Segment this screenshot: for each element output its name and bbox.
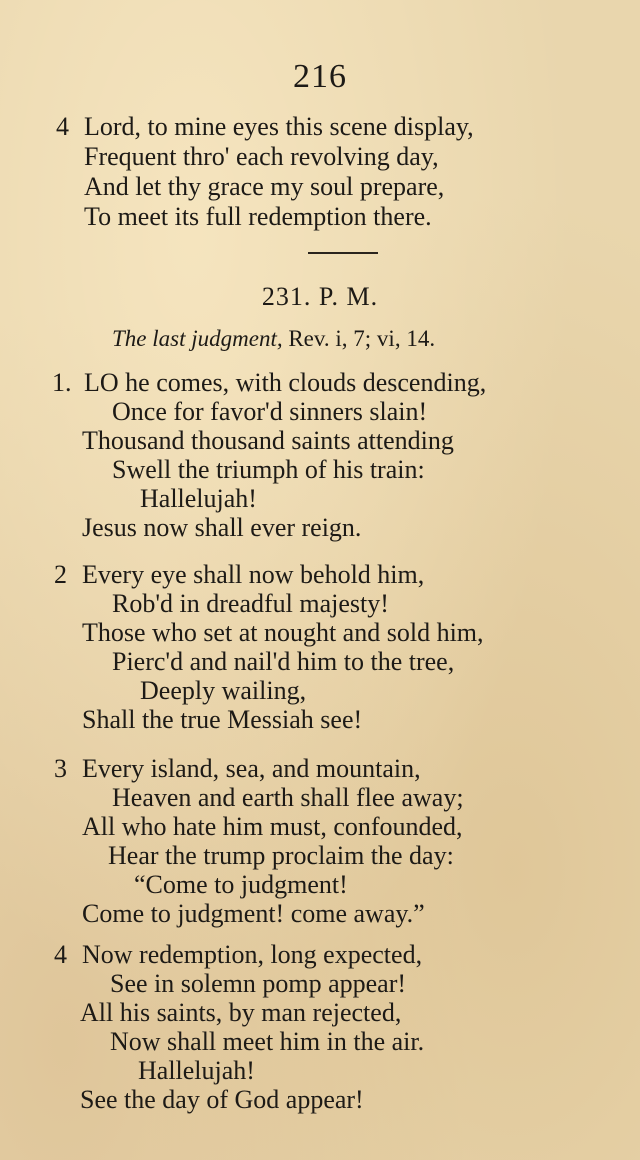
verse-line: Frequent thro' each revolving day, xyxy=(84,142,439,171)
subtitle-theme: The last judgment, xyxy=(112,326,283,351)
verse-line: To meet its full redemption there. xyxy=(84,202,432,231)
section-divider xyxy=(308,252,378,254)
verse-line: Hallelujah! xyxy=(138,1056,255,1085)
verse-line: Pierc'd and nail'd him to the tree, xyxy=(112,647,455,676)
verse-line: See in solemn pomp appear! xyxy=(110,969,407,998)
page-number: 216 xyxy=(293,58,347,95)
stanza-number: 1. xyxy=(52,368,72,397)
verse-line: Hear the trump proclaim the day: xyxy=(108,841,454,870)
verse-line: Now shall meet him in the air. xyxy=(110,1027,425,1056)
stanza-number: 4 xyxy=(54,940,67,969)
verse-line: Now redemption, long expected, xyxy=(82,940,423,969)
verse-line: Once for favor'd sinners slain! xyxy=(112,397,428,426)
verse-line: Lord, to mine eyes this scene display, xyxy=(84,112,474,141)
stanza-number: 3 xyxy=(54,754,67,783)
verse-line: Deeply wailing, xyxy=(140,676,307,705)
verse-line: Those who set at nought and sold him, xyxy=(82,618,484,647)
verse-line: Shall the true Messiah see! xyxy=(82,705,363,734)
subtitle-scripture-ref: Rev. i, 7; vi, 14. xyxy=(288,326,436,351)
verse-line: LO he comes, with clouds descending, xyxy=(84,368,487,397)
verse-line: Every island, sea, and mountain, xyxy=(82,754,421,783)
verse-line: Thousand thousand saints attending xyxy=(82,426,454,455)
stanza-number: 4 xyxy=(56,112,69,141)
verse-line: Every eye shall now behold him, xyxy=(82,560,425,589)
hymn-subtitle xyxy=(112,324,435,354)
verse-line: Swell the triumph of his train: xyxy=(112,455,425,484)
verse-line: “Come to judgment! xyxy=(134,870,348,899)
stanza-number: 2 xyxy=(54,560,67,589)
verse-line: Heaven and earth shall flee away; xyxy=(112,783,464,812)
verse-line: See the day of God appear! xyxy=(80,1085,364,1114)
verse-line: Come to judgment! come away.” xyxy=(82,899,425,928)
verse-line: Jesus now shall ever reign. xyxy=(82,513,362,542)
verse-line: Hallelujah! xyxy=(140,484,257,513)
verse-line: Rob'd in dreadful majesty! xyxy=(112,589,389,618)
hymn-title: 231. P. M. xyxy=(261,282,379,311)
verse-line: And let thy grace my soul prepare, xyxy=(84,172,445,201)
verse-line: All his saints, by man rejected, xyxy=(80,998,402,1027)
verse-line: All who hate him must, confounded, xyxy=(82,812,463,841)
